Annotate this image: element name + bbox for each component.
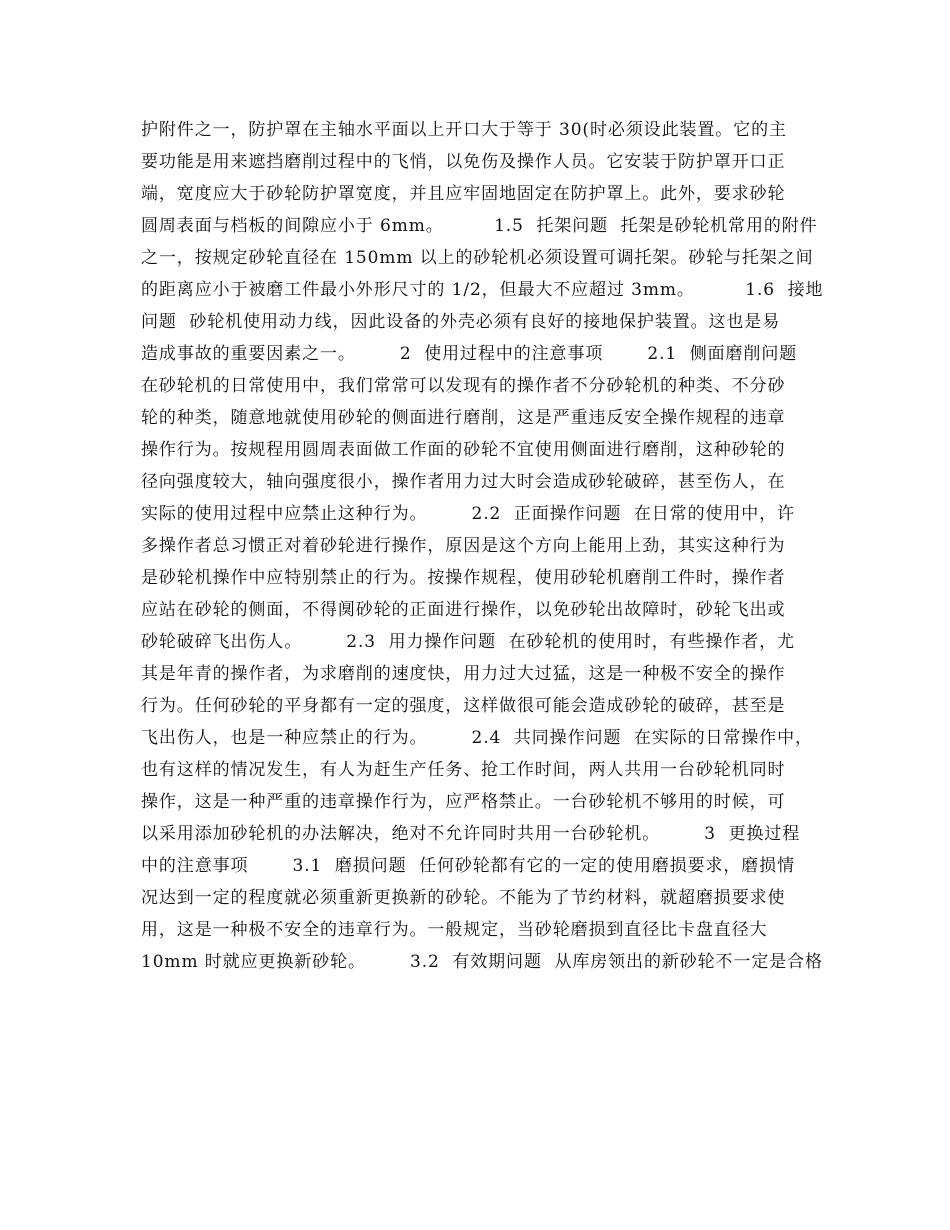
text-line: 操作，这是一种严重的违章操作行为，应严格禁止。一台砂轮机不够用的时候，可 — [141, 792, 786, 812]
text-line: 飞出伤人，也是一种应禁止的行为。 2.4 共同操作问题 在实际的日常操作中， — [141, 728, 813, 748]
text-line: 实际的使用过程中应禁止这种行为。 2.2 正面操作问题 在日常的使用中，许 — [141, 504, 795, 524]
text-line: 其是年青的操作者，为求磨削的速度快，用力过大过猛，这是一种极不安全的操作 — [141, 664, 786, 684]
text-line: 轮的种类，随意地就使用砂轮的侧面进行磨削，这是严重违反安全操作规程的违章 — [141, 408, 786, 428]
text-line: 多操作者总习惯正对着砂轮进行操作，原因是这个方向上能用上劲，其实这种行为 — [141, 536, 786, 556]
text-line: 用，这是一种极不安全的违章行为。一般规定，当砂轮磨损到直径比卡盘直径大 — [141, 920, 768, 940]
text-line: 是砂轮机操作中应特别禁止的行为。按操作规程，使用砂轮机磨削工件时，操作者 — [141, 568, 786, 588]
text-line: 端，宽度应大于砂轮防护罩宽度，并且应牢固地固定在防护罩上。此外，要求砂轮 — [141, 184, 786, 204]
text-line: 造成事故的重要因素之一。 2 使用过程中的注意事项 2.1 侧面磨削问题 — [141, 344, 798, 364]
text-line: 圆周表面与档板的间隙应小于 6mm。 1.5 托架问题 托架是砂轮机常用的附件 — [141, 216, 818, 236]
text-line: 操作行为。按规程用圆周表面做工作面的砂轮不宜使用侧面进行磨削，这种砂轮的 — [141, 440, 786, 460]
text-line: 要功能是用来遮挡磨削过程中的飞悄，以免伤及操作人员。它安装于防护罩开口正 — [141, 152, 786, 172]
text-line: 应站在砂轮的侧面，不得阒砂轮的正面进行操作，以免砂轮出故障时，砂轮飞出或 — [141, 600, 786, 620]
text-line: 以采用添加砂轮机的办法解决，绝对不允许同时共用一台砂轮机。 3 更换过程 — [141, 824, 801, 844]
text-line: 的距离应小于被磨工件最小外形尺寸的 1/2，但最大不应超过 3mm。 1.6 接地 — [141, 280, 824, 300]
text-line: 护附件之一，防护罩在主轴水平面以上开口大于等于 30(时必须设此装置。它的主 — [141, 120, 787, 140]
text-line: 况达到一定的程度就必须重新更换新的砂轮。不能为了节约材料，就超磨损要求使 — [141, 888, 786, 908]
text-line: 砂轮破碎飞出伤人。 2.3 用力操作问题 在砂轮机的使用时，有些操作者，尤 — [141, 632, 795, 652]
text-line: 之一，按规定砂轮直径在 150mm 以上的砂轮机必须设置可调托架。砂轮与托架之间 — [141, 248, 814, 268]
text-line: 中的注意事项 3.1 磨损问题 任何砂轮都有它的一定的使用磨损要求，磨损情 — [141, 856, 795, 876]
body-text — [141, 114, 831, 978]
text-line: 10mm 时就应更换新砂轮。 3.2 有效期问题 从库房领出的新砂轮不一定是合格 — [141, 952, 823, 972]
text-line: 也有这样的情况发生，有人为赶生产任务、抢工作时间，两人共用一台砂轮机同时 — [141, 760, 786, 780]
text-line: 问题 砂轮机使用动力线，因此设备的外壳必须有良好的接地保护装置。这也是易 — [141, 312, 781, 332]
text-line: 在砂轮机的日常使用中，我们常常可以发现有的操作者不分砂轮机的种类、不分砂 — [141, 376, 786, 396]
text-line: 行为。任何砂轮的平身都有一定的强度，这样做很可能会造成砂轮的破碎，甚至是 — [141, 696, 786, 716]
text-line: 径向强度较大，轴向强度很小，操作者用力过大时会造成砂轮破碎，甚至伤人，在 — [141, 472, 786, 492]
